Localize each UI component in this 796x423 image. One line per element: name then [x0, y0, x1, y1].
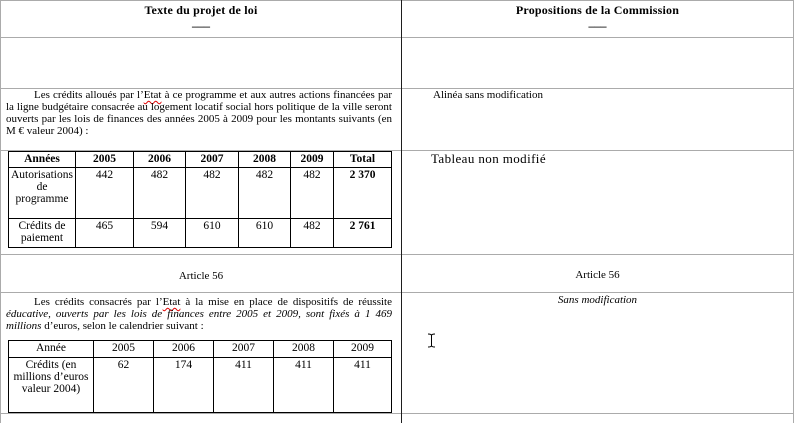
grid-line-top: [0, 0, 794, 1]
table2-col-header[interactable]: 2005: [94, 341, 154, 358]
table1-col-header[interactable]: Total: [334, 152, 392, 168]
table2-col-header[interactable]: 2007: [214, 341, 274, 358]
table1-col-header[interactable]: Années: [9, 152, 76, 168]
paragraph2-end: d’euros, selon le calendrier suivant :: [44, 320, 204, 332]
grid-line-left-border: [0, 0, 1, 423]
grid-line-row1: [0, 37, 794, 38]
table2-row-label[interactable]: Crédits (en millions d’euros valeur 2004): [9, 358, 94, 413]
table1-cell[interactable]: 482: [291, 219, 334, 248]
commission-note-alinea[interactable]: Alinéa sans modification: [433, 89, 543, 101]
table2-col-header[interactable]: 2008: [274, 341, 334, 358]
table1-cell[interactable]: 482: [239, 168, 291, 219]
table2-header-row: [9, 341, 392, 358]
paragraph2-mid: à la mise en place de dispositifs de réussite: [180, 296, 392, 308]
credits-reussite-table: [8, 340, 392, 413]
text-ibeam-cursor: [426, 333, 437, 353]
table2-col-header[interactable]: Année: [9, 341, 94, 358]
table2-col-header[interactable]: 2006: [154, 341, 214, 358]
table1-col-header[interactable]: 2005: [76, 152, 134, 168]
table2-cell[interactable]: 411: [334, 358, 392, 413]
table2-cell[interactable]: 62: [94, 358, 154, 413]
table1-cell[interactable]: 482: [291, 168, 334, 219]
left-header-rule: ___: [192, 15, 210, 29]
credits-logement-table: [8, 151, 392, 248]
grid-line-row4: [0, 254, 794, 255]
left-column-title: Texte du projet de loi: [144, 3, 258, 17]
grid-line-right-border: [793, 0, 794, 423]
left-column-header[interactable]: [1, 3, 401, 28]
spellcheck-word-etat: Etat: [162, 296, 181, 308]
table1-col-header[interactable]: 2007: [186, 152, 239, 168]
commission-note-sans-modification[interactable]: Sans modification: [557, 294, 638, 306]
paragraph1-rest: à ce programme et aux autres actions financées par la ligne budgétaire consacrée au logement locatif social hors politique de la ville seront ouverts par les lois de finances des années 2005 à 2009 pour les montants suivants (en M € valeur 2004) :: [6, 89, 392, 137]
table2-cell[interactable]: 411: [274, 358, 334, 413]
table1-total-cell[interactable]: 2 761: [334, 219, 392, 248]
table1-row-label[interactable]: Autorisations de programme: [9, 168, 76, 219]
grid-line-row5: [0, 292, 794, 293]
table1-total-cell[interactable]: 2 370: [334, 168, 392, 219]
table1-header-row: [9, 152, 392, 168]
table1-cell[interactable]: 482: [186, 168, 239, 219]
right-header-rule: ___: [588, 15, 607, 29]
table2-row-credits: [9, 358, 392, 413]
table1-cell[interactable]: 442: [76, 168, 134, 219]
table1-row-credits-paiement: [9, 219, 392, 248]
projet-paragraph-credits-logement[interactable]: [6, 89, 392, 137]
projet-paragraph-reussite-educative[interactable]: [6, 296, 392, 332]
spellcheck-word-etat: Etat: [143, 89, 162, 101]
table2-cell[interactable]: 411: [214, 358, 274, 413]
table2-col-header[interactable]: 2009: [334, 341, 392, 358]
table1-col-header[interactable]: 2009: [291, 152, 334, 168]
paragraph1-lead: Les crédits alloués par l’: [34, 89, 144, 101]
table1-row-autorisations: [9, 168, 392, 219]
table1-cell[interactable]: 482: [134, 168, 186, 219]
table2-cell[interactable]: 174: [154, 358, 214, 413]
column-divider: [401, 0, 402, 423]
table1-col-header[interactable]: 2006: [134, 152, 186, 168]
table1-col-header[interactable]: 2008: [239, 152, 291, 168]
grid-line-row6: [0, 413, 794, 414]
projet-article-56-heading[interactable]: Article 56: [178, 270, 224, 282]
paragraph2-italic-segment: éducative, ouverts par les lois de finances entre 2005 et 2009, sont fixés à 1 469 millions: [6, 308, 392, 332]
right-column-header[interactable]: [402, 3, 793, 28]
commission-note-tableau[interactable]: Tableau non modifié: [431, 151, 546, 166]
table1-cell[interactable]: 610: [186, 219, 239, 248]
right-column-title: Propositions de la Commission: [515, 3, 680, 17]
table1-cell[interactable]: 594: [134, 219, 186, 248]
table1-row-label[interactable]: Crédits de paiement: [9, 219, 76, 248]
table1-cell[interactable]: 610: [239, 219, 291, 248]
commission-article-56-heading[interactable]: Article 56: [575, 269, 620, 281]
paragraph2-lead: Les crédits consacrés par l’: [34, 296, 163, 308]
table1-cell[interactable]: 465: [76, 219, 134, 248]
